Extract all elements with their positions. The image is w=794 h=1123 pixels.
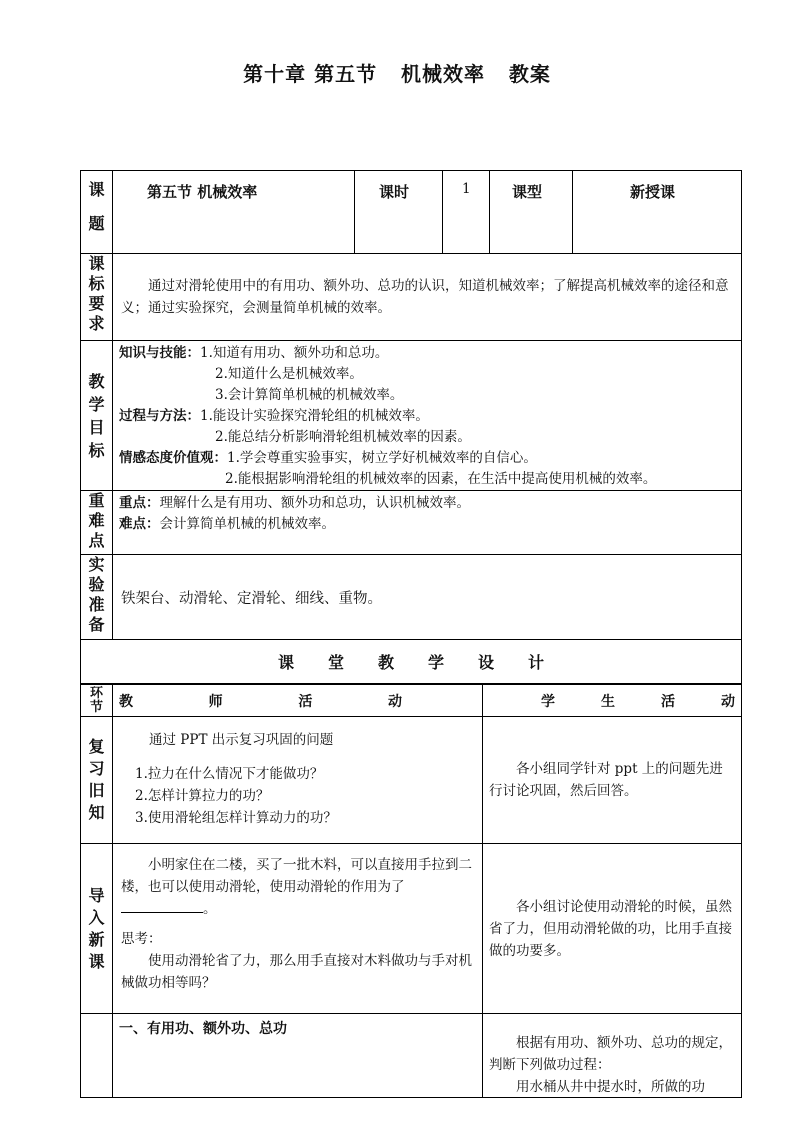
prep-content: 铁架台、动滑轮、定滑轮、细线、重物。 — [113, 555, 742, 640]
emotion-head: 情感态度价值观： — [119, 450, 227, 466]
stage-header: 环 节 — [81, 685, 113, 717]
process-head: 过程与方法： — [119, 408, 200, 424]
topic-label: 课 题 — [81, 171, 113, 254]
student-activity-header: 学 生 活 动 — [483, 685, 742, 717]
prep-row — [81, 555, 742, 640]
difficulty-head: 难点： — [119, 516, 160, 532]
section1-label — [81, 1014, 113, 1098]
topic-value: 第五节 机械效率 — [113, 171, 355, 254]
lesson-plan-table — [80, 170, 742, 684]
review-question: 1.拉力在什么情况下才能做功？ — [135, 766, 324, 782]
keypoints-label: 重 难 点 — [81, 491, 113, 555]
intro-label: 导 入 新 课 — [81, 844, 113, 1014]
keypoints-content: 重点：理解什么是有用功、额外功和总功，认识机械效率。 难点：会计算简单机械的机械效率。 — [113, 491, 742, 555]
key-head: 重点： — [119, 495, 160, 511]
goals-label: 教 学 目 标 — [81, 341, 113, 491]
intro-row — [81, 844, 742, 1014]
goals-row — [81, 341, 742, 491]
activity-table — [80, 684, 742, 1098]
review-question: 3.使用滑轮组怎样计算动力的功？ — [135, 810, 337, 826]
intro-student: 各小组讨论使用动滑轮的时候，虽然省了力，但用动滑轮做的功，比用手直接做的功要多。 — [483, 844, 742, 1014]
type-label: 课型 — [490, 171, 573, 254]
section1-row — [81, 1014, 742, 1098]
knowledge-head: 知识与技能： — [119, 345, 200, 361]
topic-row — [81, 171, 742, 254]
review-label: 复 习 旧 知 — [81, 717, 113, 844]
section1-student: 根据有用功、额外功、总功的规定，判断下列做功过程： 用水桶从井中提水时，所做的功 — [483, 1014, 742, 1098]
standard-text: 通过对滑轮使用中的有用功、额外功、总功的认识，知道机械效率；了解提高机械效率的途径和意义；通过实验探究，会测量简单机械的效率。 — [113, 254, 742, 341]
design-title-row — [81, 640, 742, 684]
section1-teacher: 一、有用功、额外功、总功 — [113, 1014, 483, 1098]
period-value: 1 — [443, 171, 490, 254]
standard-label: 课 标 要 求 — [81, 254, 113, 341]
prep-label: 实 验 准 备 — [81, 555, 113, 640]
review-student: 各小组同学针对 ppt 上的问题先进行讨论巩固，然后回答。 — [483, 717, 742, 844]
document-title: 第十章 第五节 机械效率 教案 — [243, 62, 551, 86]
intro-teacher: 小明家住在二楼，买了一批木料，可以直接用手拉到二楼，也可以使用动滑轮，使用动滑轮的作用为了。 思考： 使用动滑轮省了力，那么用手直接对木料做功与手对机械做功相等吗？ — [113, 844, 483, 1014]
type-value: 新授课 — [573, 171, 742, 254]
fill-in-blank — [121, 898, 203, 913]
goals-content: 知识与技能：1.知道有用功、额外功和总功。 2.知道什么是机械效率。 3.会计算简单机械的机械效率。 过程与方法：1.能设计实验探究滑轮组的机械效率。 2.能总结分析影响滑轮组机械效率的因素。 情感态度价值观：1.学会尊重实验事实，树立学好机械效率的自信心。 2.能根据影响滑轮组的机械效率的因素，在生活中提高使用机械的效率。 — [113, 341, 742, 491]
period-label: 课时 — [355, 171, 443, 254]
teacher-activity-header: 教 师 活 动 — [113, 685, 483, 717]
review-teacher: 通过 PPT 出示复习巩固的问题 1.拉力在什么情况下才能做功？ 2.怎样计算拉力的功？ 3.使用滑轮组怎样计算动力的功？ — [113, 717, 483, 844]
standard-row — [81, 254, 742, 341]
activity-header-row — [81, 685, 742, 717]
design-title: 课 堂 教 学 设 计 — [81, 640, 742, 684]
review-row — [81, 717, 742, 844]
review-question: 2.怎样计算拉力的功？ — [135, 788, 270, 804]
keypoints-row — [81, 491, 742, 555]
